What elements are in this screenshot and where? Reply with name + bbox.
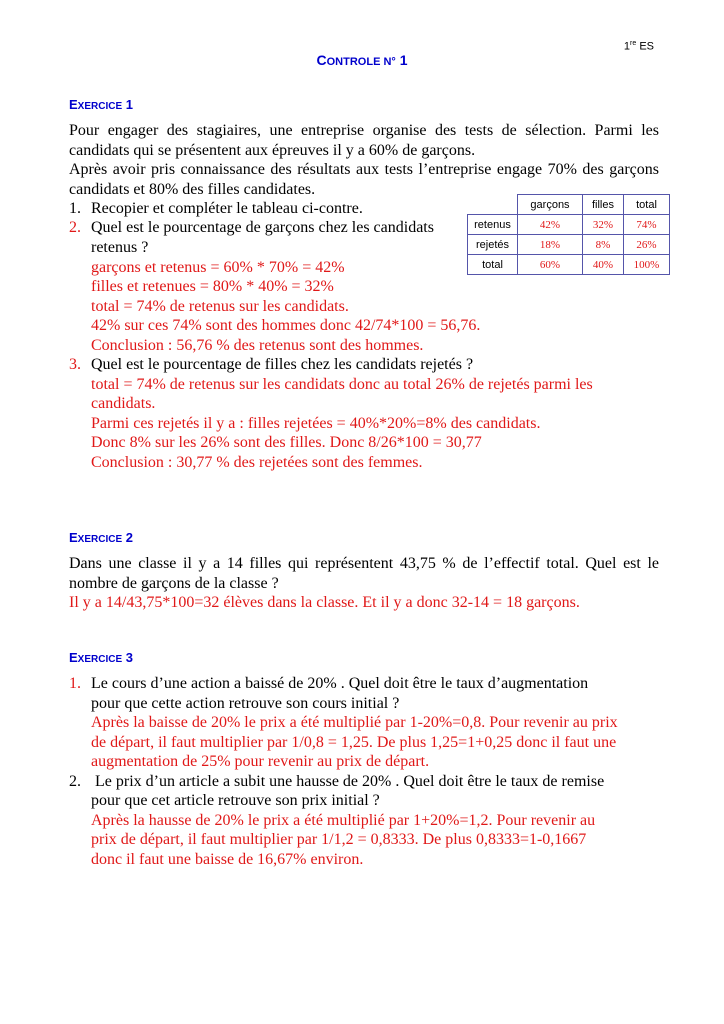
heading-cap: E <box>69 650 78 665</box>
table-corner <box>468 195 518 215</box>
question-number: 1. <box>69 200 81 217</box>
heading-small: XERCICE <box>77 654 123 665</box>
answer-line: total = 74% de retenus sur les candidats. <box>91 298 349 315</box>
answer-line: candidats. <box>91 395 156 412</box>
exercise-1-intro-1: Pour engager des stagiaires, une entreprise organise des tests de sélection. Parmi les candidats qui se présentent aux épreuves il y a 60% de garçons. <box>69 122 659 159</box>
table-cell: 100% <box>624 255 670 275</box>
level-superscript: re <box>630 40 637 47</box>
heading-small: XERCICE <box>77 534 123 545</box>
answer-line: Après la hausse de 20% le prix a été multiplié par 1+20%=1,2. Pour revenir au <box>91 812 596 829</box>
exercise-2-text: Dans une classe il y a 14 filles qui représentent 43,75 % de l’effectif total. Quel est le nombre de garçons de la classe ? <box>69 555 659 592</box>
table-cell: 32% <box>583 215 624 235</box>
table-cell: 40% <box>583 255 624 275</box>
column-header: total <box>624 195 670 215</box>
answer-line: 42% sur ces 74% sont des hommes donc 42/74*100 = 56,76. <box>91 317 481 334</box>
question-number: 1. <box>69 675 81 692</box>
question-line: Le prix d’un article a subit une hausse de 20% . Quel doit être le taux de remise <box>95 773 605 790</box>
question-1: Recopier et compléter le tableau ci-contre. <box>91 200 363 217</box>
table-cell: 18% <box>518 235 583 255</box>
answer-line: Conclusion : 56,76 % des retenus sont des hommes. <box>91 337 424 354</box>
title-cap: C <box>316 52 327 68</box>
table-cell: 26% <box>624 235 670 255</box>
row-header: total <box>468 255 518 275</box>
row-header: rejetés <box>468 235 518 255</box>
table-row <box>468 255 670 275</box>
question-line: Le cours d’une action a baissé de 20% . Quel doit être le taux d’augmentation <box>91 675 589 692</box>
column-header: garçons <box>518 195 583 215</box>
exercise-1-intro-2: Après avoir pris connaissance des résultats aux tests l’entreprise engage 70% des garçons candidats et 80% des filles candidates. <box>69 161 659 198</box>
heading-number: 2 <box>125 530 133 545</box>
answer-line: augmentation de 25% pour revenir au prix de départ. <box>91 753 430 770</box>
answer-line: Après la baisse de 20% le prix a été multiplié par 1-20%=0,8. Pour revenir au prix <box>91 714 618 731</box>
answer-line: filles et retenues = 80% * 40% = 32% <box>91 278 334 295</box>
exercise-1-heading <box>69 97 133 112</box>
level-class: ES <box>639 40 654 53</box>
answer-line: total = 74% de retenus sur les candidats donc au total 26% de rejetés parmi les <box>91 376 593 393</box>
answer-line: donc il faut une baisse de 16,67% environ. <box>91 851 364 868</box>
exercise-2-answer: Il y a 14/43,75*100=32 élèves dans la classe. Et il y a donc 32-14 = 18 garçons. <box>69 594 580 611</box>
title-number: 1 <box>399 52 408 68</box>
table-row <box>468 235 670 255</box>
level-number: 1 <box>623 40 631 53</box>
heading-number: 1 <box>125 97 133 112</box>
question-2-line-1: Quel est le pourcentage de garçons chez les candidats <box>91 219 434 236</box>
answer-line: Parmi ces rejetés il y a : filles rejetées = 40%*20%=8% des candidats. <box>91 415 541 432</box>
page-title <box>0 52 724 68</box>
answer-line: Conclusion : 30,77 % des rejetées sont des femmes. <box>91 454 423 471</box>
answer-line: prix de départ, il faut multiplier par 1/1,2 = 0,8333. De plus 0,8333=1-0,1667 <box>91 831 587 848</box>
results-table <box>467 194 670 275</box>
column-header: filles <box>583 195 624 215</box>
question-2-line-2: retenus ? <box>91 239 149 256</box>
heading-number: 3 <box>125 650 133 665</box>
heading-small: XERCICE <box>77 101 123 112</box>
heading-cap: E <box>69 97 78 112</box>
table-cell: 8% <box>583 235 624 255</box>
table-cell: 60% <box>518 255 583 275</box>
exercise-3-heading <box>69 650 133 665</box>
question-line: pour que cet article retrouve son prix initial ? <box>91 792 380 809</box>
question-number: 3. <box>69 356 81 373</box>
question-number: 2. <box>69 773 81 790</box>
exercise-2-heading <box>69 530 133 545</box>
answer-line: garçons et retenus = 60% * 70% = 42% <box>91 259 345 276</box>
class-level <box>624 40 654 53</box>
question-3: Quel est le pourcentage de filles chez les candidats rejetés ? <box>91 356 474 373</box>
answer-line: de départ, il faut multiplier par 1/0,8 = 1,25. De plus 1,25=1+0,25 donc il faut une <box>91 734 617 751</box>
question-number: 2. <box>69 219 81 236</box>
title-small: ONTROLE N° <box>326 56 396 68</box>
answer-line: Donc 8% sur les 26% sont des filles. Donc 8/26*100 = 30,77 <box>91 434 482 451</box>
table-header-row <box>468 195 670 215</box>
table-row <box>468 215 670 235</box>
table-cell: 42% <box>518 215 583 235</box>
heading-cap: E <box>69 530 78 545</box>
question-line: pour que cette action retrouve son cours initial ? <box>91 695 400 712</box>
row-header: retenus <box>468 215 518 235</box>
table-cell: 74% <box>624 215 670 235</box>
